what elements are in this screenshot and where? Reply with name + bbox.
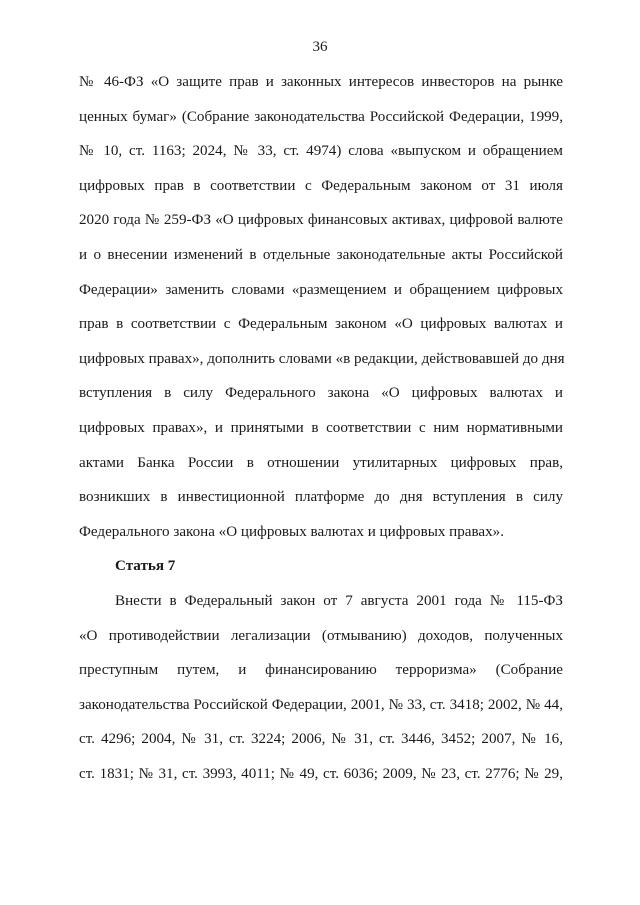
- text-line: ст. 4296; 2004, № 31, ст. 3224; 2006, № 31, ст. 3446, 3452; 2007, № 16,: [79, 731, 563, 748]
- text-line: цифровых правах», дополнить словами «в редакции, действовавшей до дня: [79, 350, 565, 367]
- text-line: прав в соответствии с Федеральным законом «О цифровых валютах и: [79, 316, 563, 333]
- text-line: цифровых правах», и принятыми в соответствии с ним нормативными: [79, 419, 563, 436]
- text-line: цифровых прав в соответствии с Федеральным законом от 31 июля: [79, 177, 563, 194]
- text-line: Внести в Федеральный закон от 7 августа 2001 года № 115-ФЗ: [115, 592, 563, 609]
- text-line: ст. 1831; № 31, ст. 3993, 4011; № 49, ст. 6036; 2009, № 23, ст. 2776; № 29,: [79, 765, 563, 782]
- text-line: № 46-ФЗ «О защите прав и законных интересов инвесторов на рынке: [79, 74, 563, 90]
- article-heading: Статья 7: [115, 558, 176, 575]
- document-body: [79, 72, 563, 798]
- text-line: актами Банка России в отношении утилитарных цифровых прав,: [79, 454, 563, 471]
- text-line: Федерального закона «О цифровых валютах и цифровых правах».: [79, 523, 504, 540]
- text-line: 2020 года № 259-ФЗ «О цифровых финансовых активах, цифровой валюте: [79, 212, 563, 229]
- page-number: 36: [312, 39, 328, 55]
- text-line: преступным путем, и финансированию терроризма» (Собрание: [79, 662, 563, 679]
- text-line: «О противодействии легализации (отмыванию) доходов, полученных: [79, 627, 563, 644]
- text-line: законодательства Российской Федерации, 2001, № 33, ст. 3418; 2002, № 44,: [79, 696, 563, 713]
- text-line: возникших в инвестиционной платформе до дня вступления в силу: [79, 489, 563, 506]
- text-line: вступления в силу Федерального закона «О цифровых валютах и: [79, 385, 563, 402]
- text-line: ценных бумаг» (Собрание законодательства Российской Федерации, 1999,: [79, 108, 563, 125]
- text-line: Федерации» заменить словами «размещением и обращением цифровых: [79, 281, 563, 298]
- text-line: № 10, ст. 1163; 2024, № 33, ст. 4974) слова «выпуском и обращением: [79, 143, 563, 160]
- text-line: и о внесении изменений в отдельные законодательные акты Российской: [79, 246, 563, 263]
